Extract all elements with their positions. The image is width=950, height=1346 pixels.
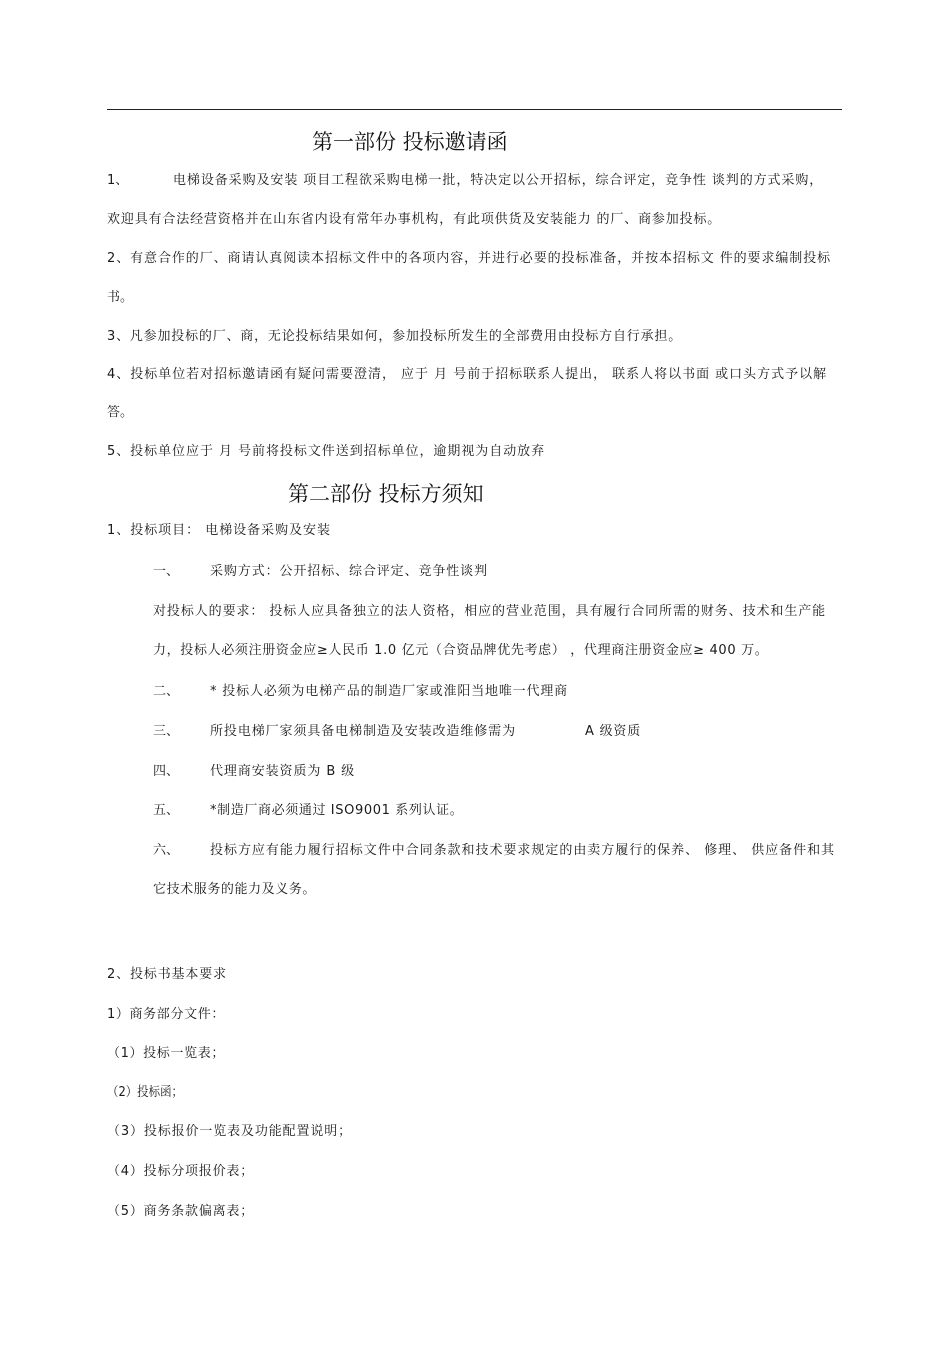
requirements-line2: 力，投标人必须注册资金应≥人民币 1.0 亿元（合资品牌优先考虑） ，代理商注册资金应≥ 400 万。 xyxy=(153,643,769,658)
sub4-number: 四、 xyxy=(153,764,180,779)
sub1-text: 采购方式：公开招标、综合评定、竞争性谈判 xyxy=(210,564,488,579)
part2-title: 第二部份 投标方须知 xyxy=(288,482,484,506)
sub6-number: 六、 xyxy=(153,843,180,858)
p3-text: 3、凡参加投标的厂、商，无论投标结果如何，参加投标所发生的全部费用由投标方自行承担。 xyxy=(107,329,682,344)
sub3-grade: A 级资质 xyxy=(585,724,641,739)
sub2-text: * 投标人必须为电梯产品的制造厂家或淮阳当地唯一代理商 xyxy=(210,684,568,699)
doc-item: （4）投标分项报价表； xyxy=(107,1164,254,1179)
business-docs-heading: 1）商务部分文件： xyxy=(107,1007,225,1022)
sub6-continuation: 它技术服务的能力及义务。 xyxy=(153,882,316,897)
sub1-number: 一、 xyxy=(153,564,180,579)
item1-project: 1、投标项目： 电梯设备采购及安装 xyxy=(107,523,332,538)
doc-item: （5）商务条款偏离表； xyxy=(107,1204,254,1219)
sub5-number: 五、 xyxy=(153,803,180,818)
part1-title: 第一部份 投标邀请函 xyxy=(312,130,508,154)
p4-text: 4、投标单位若对招标邀请函有疑问需要澄清， 应于 月 号前于招标联系人提出， 联系人将以书面 或口头方式予以解 xyxy=(107,367,828,382)
p2-text: 2、有意合作的厂、商请认真阅读本招标文件中的各项内容，并进行必要的投标准备，并按本招标文 件的要求编制投标 xyxy=(107,251,832,266)
sub6-text: 投标方应有能力履行招标文件中合同条款和技术要求规定的由卖方履行的保养、 修理、 供应备件和其 xyxy=(210,843,836,858)
sub5-text: *制造厂商必须通过 ISO9001 系列认证。 xyxy=(210,803,464,818)
item2-heading: 2、投标书基本要求 xyxy=(107,967,227,982)
sub4-text: 代理商安装资质为 B 级 xyxy=(210,764,356,779)
sub3-number: 三、 xyxy=(153,724,180,739)
doc-item: （2）投标函； xyxy=(107,1085,183,1100)
p1-continuation: 欢迎具有合法经营资格并在山东省内设有常年办事机构，有此项供货及安装能力 的厂、商参加投标。 xyxy=(107,212,722,227)
header-rule xyxy=(107,109,842,110)
sub2-number: 二、 xyxy=(153,684,180,699)
p1-text: 电梯设备采购及安装 项目工程欲采购电梯一批，特决定以公开招标，综合评定，竞争性 谈判的方式采购， xyxy=(173,173,824,188)
p4-continuation: 答。 xyxy=(107,405,134,420)
sub3-text: 所投电梯厂家须具备电梯制造及安装改造维修需为 xyxy=(210,724,516,739)
requirements-line1: 对投标人的要求： 投标人应具备独立的法人资格，相应的营业范围，具有履行合同所需的财务、技术和生产能 xyxy=(153,604,827,619)
p2-continuation: 书。 xyxy=(107,290,134,305)
p1-number: 1、 xyxy=(107,173,129,188)
p5-text: 5、投标单位应于 月 号前将投标文件送到招标单位，逾期视为自动放弃 xyxy=(107,444,546,459)
doc-item: （3）投标报价一览表及功能配置说明； xyxy=(107,1124,352,1139)
doc-item: （1）投标一览表； xyxy=(107,1046,225,1061)
